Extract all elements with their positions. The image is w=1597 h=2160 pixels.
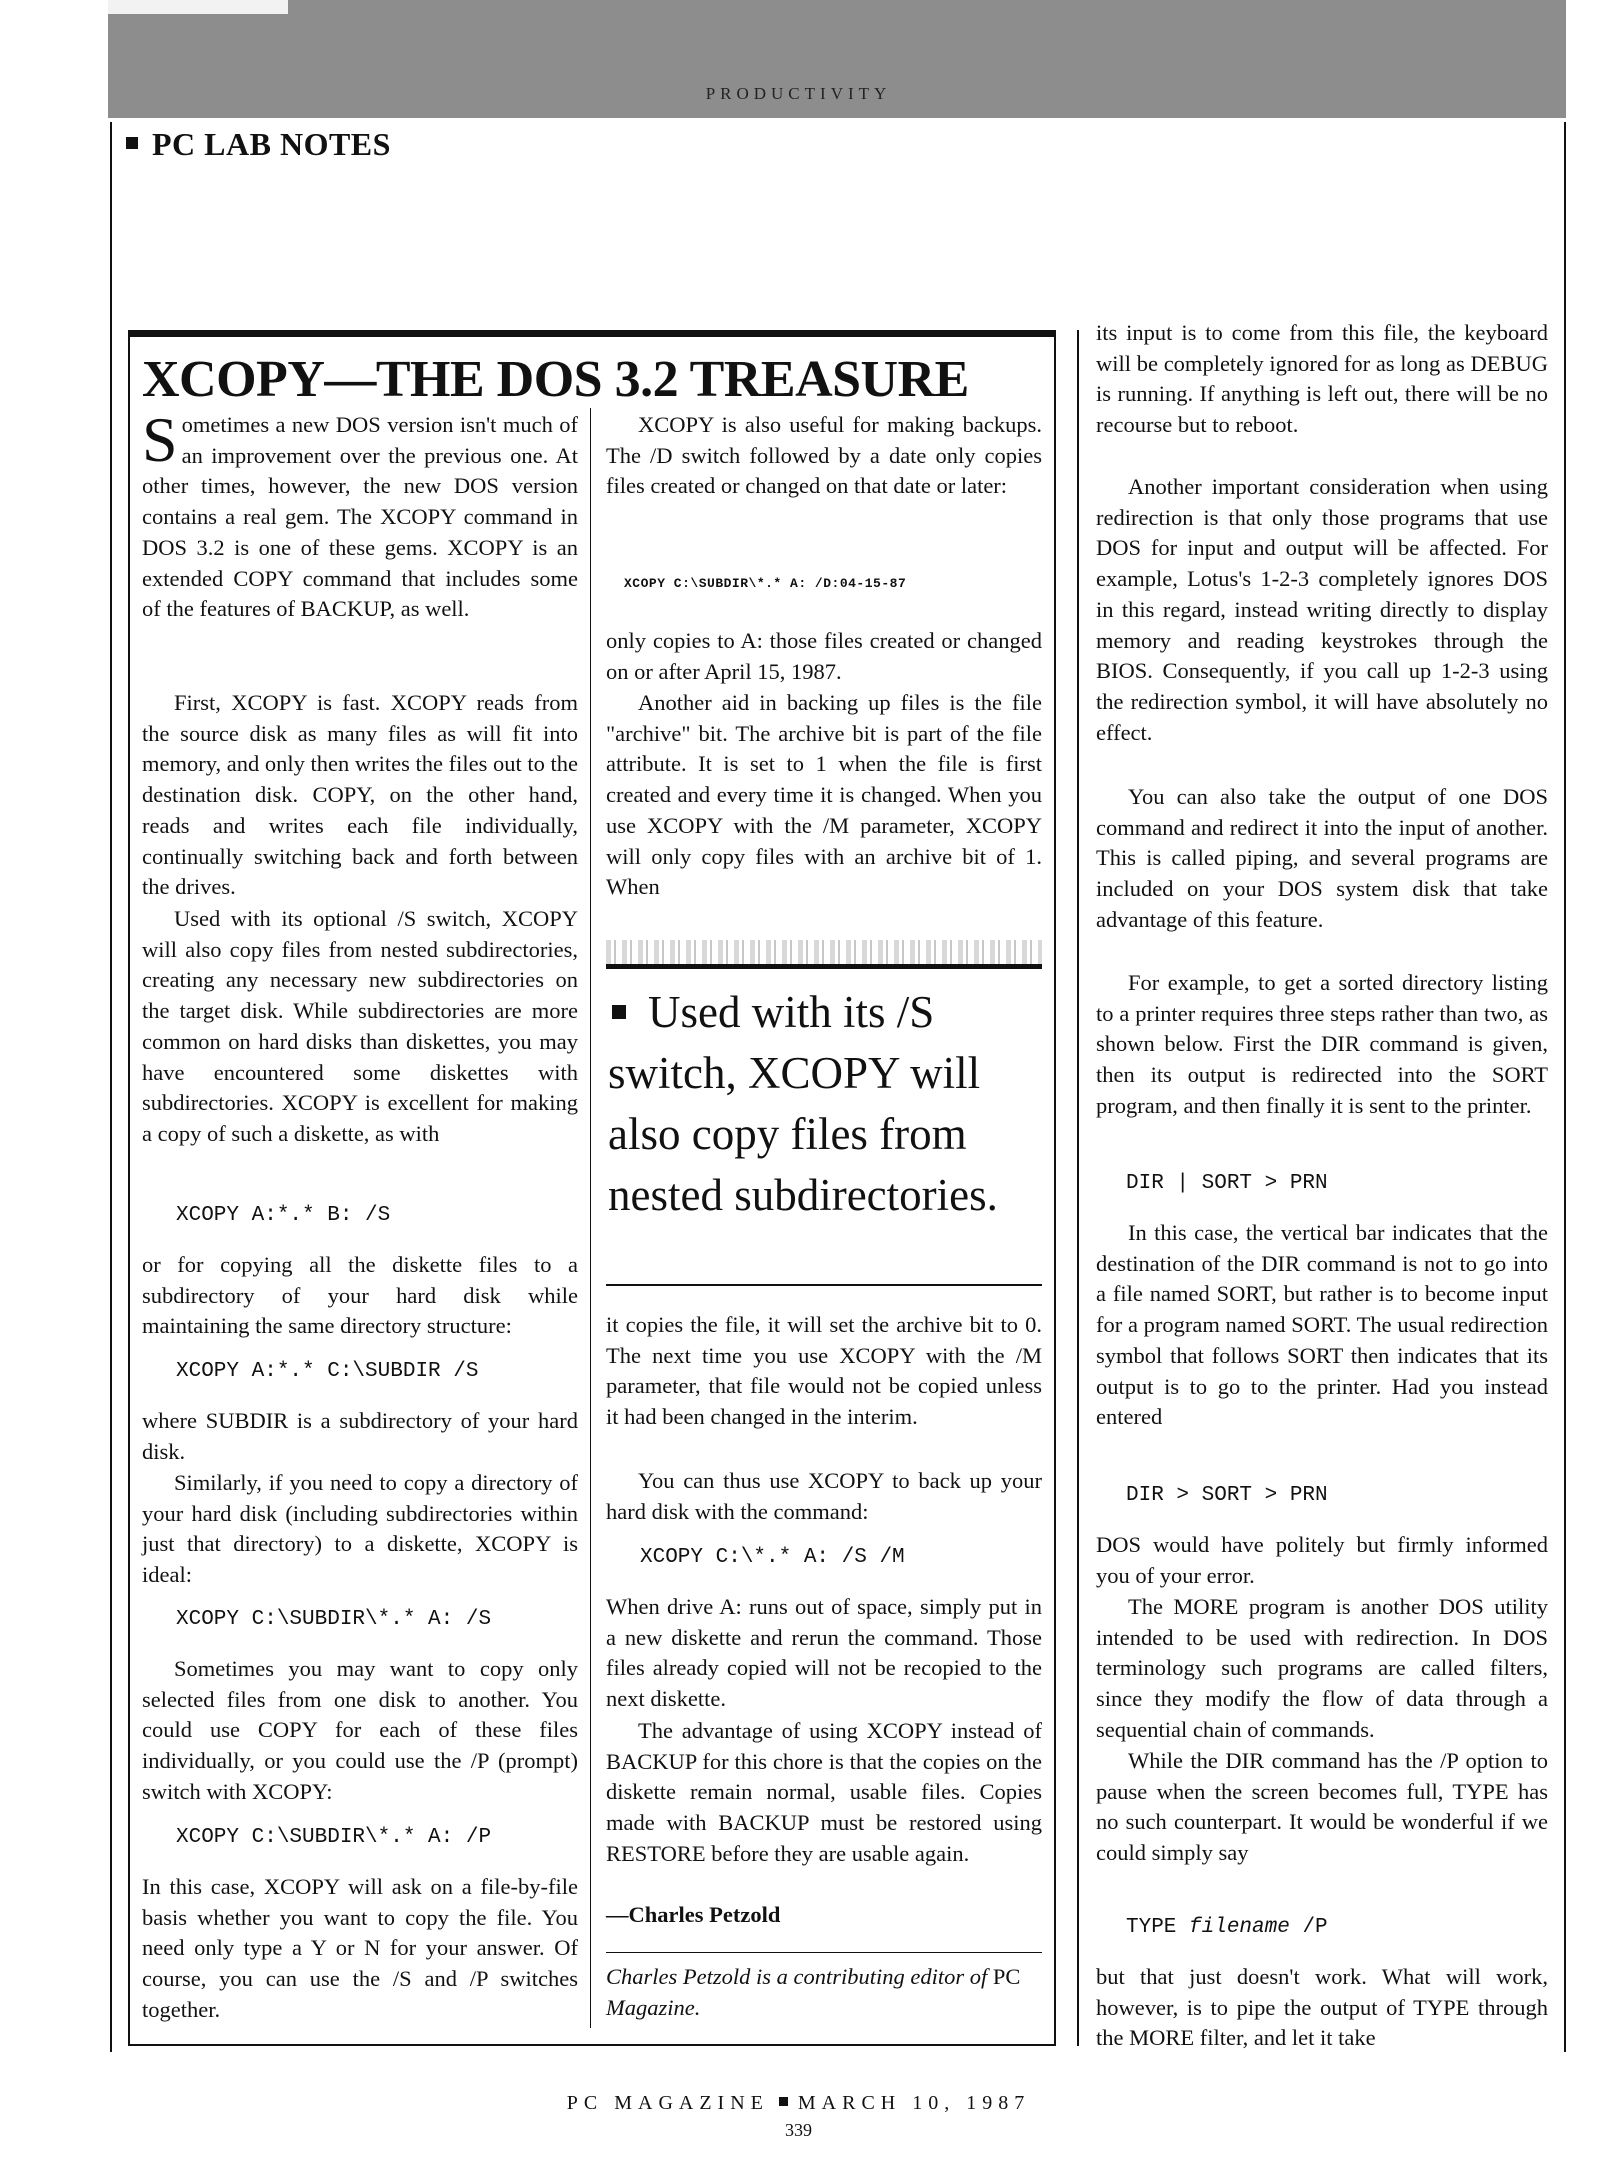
col3-code-3: TYPE filename /P xyxy=(1126,1916,1328,1939)
col3-para-8: While the DIR command has the /P option to pause when the screen becomes full, TYPE has no such counterpart. It would be wonderful if we could simply say xyxy=(1096,1748,1548,1866)
col3-para-4: For example, to get a sorted directory listing to a printer requires three steps rather than two, as shown below. First the DIR command is given, then its output is redirected into the SORT program, and then finally it is sent to the printer. xyxy=(1096,970,1548,1118)
col1-code-1: XCOPY A:*.* B: /S xyxy=(176,1204,391,1227)
header-tab xyxy=(108,0,288,14)
drop-cap: S xyxy=(142,404,178,475)
issue-date: MARCH 10, 1987 xyxy=(797,2092,1031,2114)
col3-para-3: You can also take the output of one DOS command and redirect it into the input of another. This is called piping, and several programs are included on your DOS system disk that take advantage of this feature. xyxy=(1096,784,1548,932)
col2-para-2: only copies to A: those files created or changed on or after April 15, 1987. xyxy=(606,628,1042,684)
author-signature: —Charles Petzold xyxy=(606,1902,781,1927)
bullet-square-icon xyxy=(126,137,138,149)
col1-para-5: where SUBDIR is a subdirectory of your hard disk. xyxy=(142,1408,578,1464)
right-page-rule xyxy=(1564,122,1566,2052)
pull-quote-bottom-rule xyxy=(606,1284,1042,1286)
col1-para-6: Similarly, if you need to copy a directory of your hard disk (including subdirectories within just that directory) to a diskette, XCOPY is ideal: xyxy=(142,1470,578,1588)
col3-code-1: DIR | SORT > PRN xyxy=(1126,1172,1328,1195)
article-title: XCOPY—THE DOS 3.2 TREASURE xyxy=(142,351,969,408)
col2-para-5: You can thus use XCOPY to back up your hard disk with the command: xyxy=(606,1468,1042,1524)
col1-para-3: Used with its optional /S switch, XCOPY will also copy files from nested subdirectories, creating any necessary new subdirectories on the target disk. While subdirectories are more common on hard disks than diskettes, you may have encountered some diskettes with subdirectories. XCOPY is excellent for making a copy of such a diskette, as with xyxy=(142,906,578,1146)
col1-para-7: Sometimes you may want to copy only selected files from one disk to another. You could use COPY for each of these files individually, or you could use the /P (prompt) switch with XCOPY: xyxy=(142,1656,578,1804)
col3-para-1: its input is to come from this file, the keyboard will be completely ignored for as long as DEBUG is running. If anything is left out, there will be no recourse but to reboot. xyxy=(1096,320,1548,438)
col3-para-5: In this case, the vertical bar indicates that the destination of the DIR command is not to go into a file named SORT, but rather is to become input for a program named SORT. The usual redirection symbol that follows SORT then indicates that its output is to go to the printer. Had you instead entered xyxy=(1096,1220,1548,1430)
col3-para-6: DOS would have politely but firmly informed you of your error. xyxy=(1096,1532,1548,1588)
pull-quote-text: Used with its /S switch, XCOPY will also copy files from nested subdirectories. xyxy=(608,987,998,1220)
magazine-name: PC MAGAZINE xyxy=(566,2092,769,2114)
col1-code-4: XCOPY C:\SUBDIR\*.* A: /P xyxy=(176,1826,492,1849)
col1-code-3: XCOPY C:\SUBDIR\*.* A: /S xyxy=(176,1608,492,1631)
col3-para-7: The MORE program is another DOS utility intended to be used with redirection. In DOS terminology such programs are called filters, since they modify the flow of data through a sequential chain of commands. xyxy=(1096,1594,1548,1742)
col2-para-4: it copies the file, it will set the archive bit to 0. The next time you use XCOPY with the /M parameter, that file would not be copied unless it had been changed in the interim. xyxy=(606,1312,1042,1430)
col2-para-3: Another aid in backing up files is the file "archive" bit. The archive bit is part of the file attribute. It is set to 1 when the file is first created and every time it is changed. When you use XCOPY with the /M parameter, XCOPY will only copy files with an archive bit of 1. When xyxy=(606,690,1042,900)
col1-para-8: In this case, XCOPY will ask on a file-by-file basis whether you want to copy the file. You need only type a Y or N for your answer. Of course, you can use the /S and /P switches together. xyxy=(142,1874,578,2022)
author-bio: Charles Petzold is a contributing editor of PC Magazine. xyxy=(606,1964,1021,2020)
col3-para-2: Another important consideration when using redirection is that only those programs that use DOS for input and output will be affected. For example, Lotus's 1-2-3 completely ignores DOS in this regard, instead writing directly to display memory and reading keystrokes through the BIOS. Consequently, if you call up 1-2-3 using the redirection symbol, it will have absolutely no effect. xyxy=(1096,474,1548,745)
col2-para-7: The advantage of using XCOPY instead of BACKUP for this chore is that the copies on the diskette remain normal, usable files. Copies made with BACKUP must be restored using RESTORE before they are usable again. xyxy=(606,1718,1042,1866)
column-heading xyxy=(126,126,391,163)
col2-para-6: When drive A: runs out of space, simply put in a new diskette and rerun the command. Those files already copied will not be recopied to the next diskette. xyxy=(606,1594,1042,1712)
page-footer xyxy=(0,2092,1597,2115)
column-rule-right xyxy=(1077,330,1079,2046)
pull-quote xyxy=(608,982,1038,1226)
col2-para-1: XCOPY is also useful for making backups. The /D switch followed by a date only copies files created or changed on that date or later: xyxy=(606,412,1042,499)
column-rule-inner xyxy=(590,408,591,2028)
left-page-rule xyxy=(110,122,112,2052)
col1-para-2: First, XCOPY is fast. XCOPY reads from the source disk as many files as will fit into memory, and only then writes the files out to the destination disk. COPY, on the other hand, reads and writes each file individually, continually switching back and forth between the drives. xyxy=(142,690,578,900)
col3-para-9: but that just doesn't work. What will work, however, is to pipe the output of TYPE through the MORE filter, and let it take xyxy=(1096,1964,1548,2051)
pull-quote-texture xyxy=(606,940,1042,964)
column-heading-text: PC LAB NOTES xyxy=(152,126,391,162)
col3-code-2: DIR > SORT > PRN xyxy=(1126,1484,1328,1507)
bullet-square-icon xyxy=(779,2097,788,2106)
col1-para-1: Sometimes a new DOS version isn't much of an improvement over the previous one. At other times, however, the new DOS version contains a real gem. The XCOPY command in DOS 3.2 is one of these gems. XCOPY is an extended COPY command that includes some of the features of BACKUP, as well. xyxy=(142,404,578,622)
section-label: PRODUCTIVITY xyxy=(705,84,892,103)
pull-quote-top-rule xyxy=(606,964,1042,969)
col1-para-4: or for copying all the diskette files to a subdirectory of your hard disk while maintaining the same directory structure: xyxy=(142,1252,578,1339)
col2-code-1: XCOPY C:\SUBDIR\*.* A: /D:04-15-87 xyxy=(624,576,907,591)
col2-code-2: XCOPY C:\*.* A: /S /M xyxy=(640,1546,905,1569)
bio-rule xyxy=(606,1952,1042,1953)
page-number: 339 xyxy=(785,2120,812,2140)
col1-code-2: XCOPY A:*.* C:\SUBDIR /S xyxy=(176,1360,479,1383)
bullet-square-icon xyxy=(612,1005,626,1019)
